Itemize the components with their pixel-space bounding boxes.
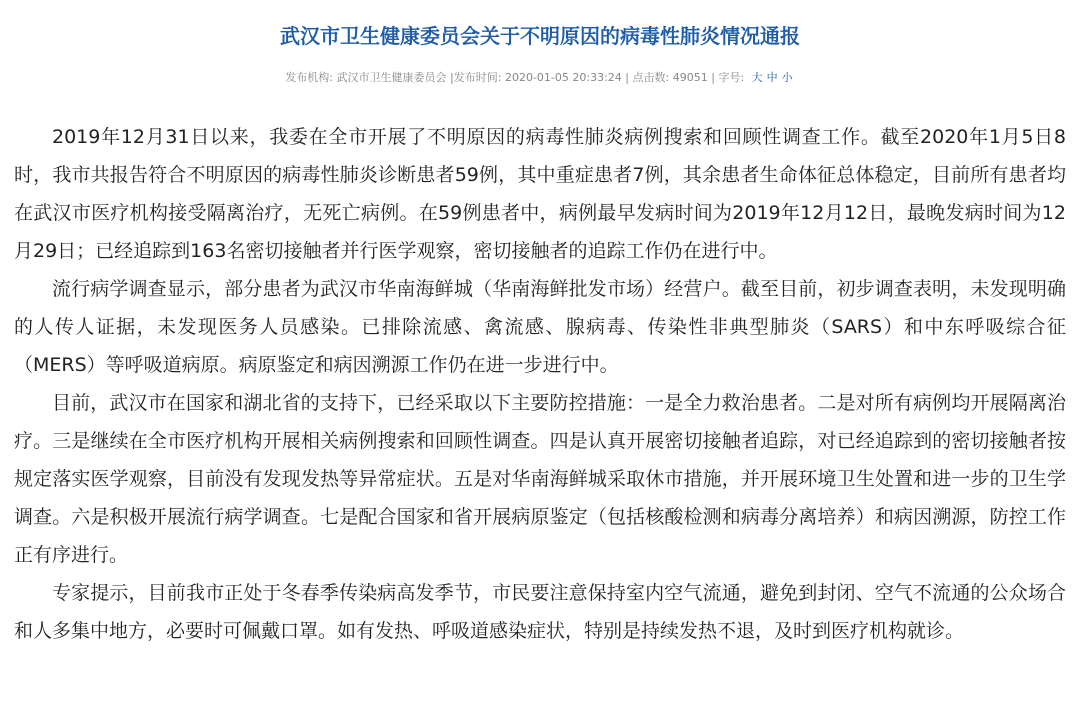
font-size-large-link[interactable]: 大 — [751, 71, 763, 84]
article-paragraph: 2019年12月31日以来，我委在全市开展了不明原因的病毒性肺炎病例搜索和回顾性调查工作。截至2020年1月5日8时，我市共报告符合不明原因的病毒性肺炎诊断患者59例，其中重症患者7例，其余患者生命体征总体稳定，目前所有患者均在武汉市医疗机构接受隔离治疗，无死亡病例。在59例患者中，病例最早发病时间为2019年12月12日，最晚发病时间为12月29日；已经追踪到163名密切接触者并行医学观察，密切接触者的追踪工作仍在进行中。 — [14, 126, 1066, 262]
article-meta — [0, 71, 1080, 85]
meta-separator: | — [711, 71, 715, 84]
article-paragraph: 目前，武汉市在国家和湖北省的支持下，已经采取以下主要防控措施：一是全力救治患者。二是对所有病例均开展隔离治疗。三是继续在全市医疗机构开展相关病例搜索和回顾性调查。四是认真开展密切接触者追踪，对已经追踪到的密切接触者按规定落实医学观察，目前没有发现发热等异常症状。五是对华南海鲜城采取休市措施，并开展环境卫生处置和进一步的卫生学调查。六是积极开展流行病学调查。七是配合国家和省开展病原鉴定（包括核酸检测和病毒分离培养）和病因溯源，防控工作正有序进行。 — [14, 392, 1066, 566]
click-count-value: 49051 — [672, 71, 708, 84]
font-size-small-link[interactable]: 小 — [781, 71, 793, 84]
meta-separator: | — [450, 71, 454, 84]
font-size-switcher — [750, 71, 795, 84]
publish-time-value: 2020-01-05 20:33:24 — [504, 71, 622, 84]
font-size-label: 字号: — [718, 71, 745, 84]
publisher-value: 武汉市卫生健康委员会 — [336, 71, 447, 84]
article-paragraph: 专家提示，目前我市正处于冬春季传染病高发季节，市民要注意保持室内空气流通，避免到封闭、空气不流通的公众场合和人多集中地方，必要时可佩戴口罩。如有发热、呼吸道感染症状，特别是持续发热不退，及时到医疗机构就诊。 — [14, 582, 1066, 642]
meta-separator: | — [625, 71, 630, 84]
publisher-label: 发布机构: — [285, 71, 334, 84]
article-title: 武汉市卫生健康委员会关于不明原因的病毒性肺炎情况通报 — [280, 24, 800, 49]
font-size-medium-link[interactable]: 中 — [766, 71, 778, 84]
publish-time-label: 发布时间: — [453, 71, 502, 84]
article-paragraph: 流行病学调查显示，部分患者为武汉市华南海鲜城（华南海鲜批发市场）经营户。截至目前，初步调查表明，未发现明确的人传人证据，未发现医务人员感染。已排除流感、禽流感、腺病毒、传染性非典型肺炎（SARS）和中东呼吸综合征（MERS）等呼吸道病原。病原鉴定和病因溯源工作仍在进一步进行中。 — [14, 278, 1066, 376]
click-count-label: 点击数: — [632, 71, 670, 84]
article-body — [14, 118, 1066, 650]
